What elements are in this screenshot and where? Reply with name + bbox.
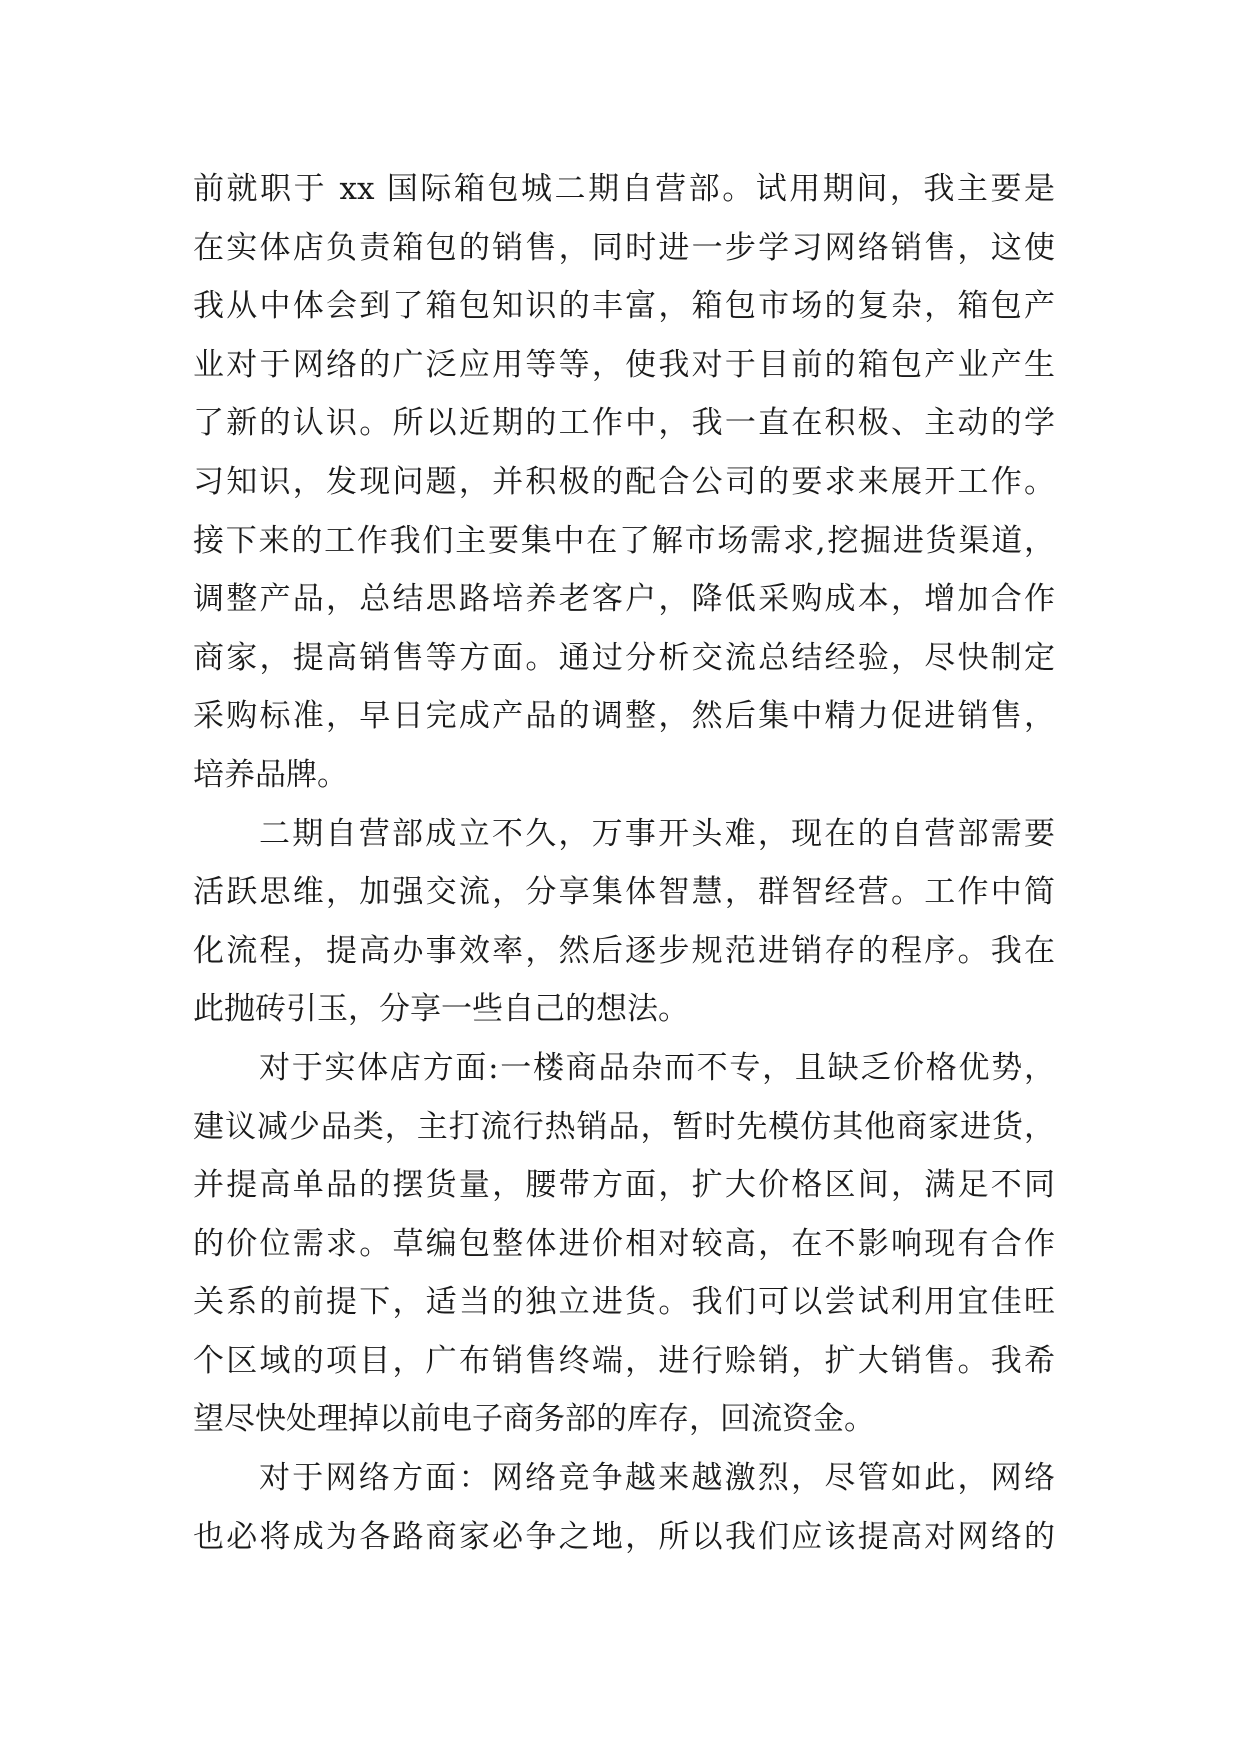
text-line: 对于实体店方面:一楼商品杂而不专，且缺乏价格优势， [259, 1049, 1055, 1086]
text-line: 在实体店负责箱包的销售，同时进一步学习网络销售，这使 [193, 229, 1055, 266]
text-line: 此抛砖引玉，分享一些自己的想法。 [193, 991, 689, 1028]
text-line: 习知识，发现问题，并积极的配合公司的要求来展开工作。 [193, 463, 1055, 500]
text-line: 对于网络方面：网络竞争越来越激烈，尽管如此，网络 [259, 1460, 1055, 1497]
text-line: 关系的前提下，适当的独立进货。我们可以尝试利用宜佳旺 [193, 1284, 1055, 1321]
text-line: 建议减少品类，主打流行热销品，暂时先模仿其他商家进货， [193, 1108, 1055, 1145]
text-line: 培养品牌。 [193, 756, 348, 793]
text-line: 个区域的项目，广布销售终端，进行赊销，扩大销售。我希 [193, 1342, 1055, 1379]
text-line: 采购标准，早日完成产品的调整，然后集中精力促进销售， [193, 698, 1055, 735]
text-line: 了新的认识。所以近期的工作中，我一直在积极、主动的学 [193, 405, 1055, 442]
text-line: 商家，提高销售等方面。通过分析交流总结经验，尽快制定 [193, 639, 1055, 676]
text-line: 并提高单品的摆货量，腰带方面，扩大价格区间，满足不同 [193, 1167, 1055, 1204]
text-line: 前就职于 xx 国际箱包城二期自营部。试用期间，我主要是 [193, 171, 1055, 207]
text-line: 调整产品，总结思路培养老客户，降低采购成本，增加合作 [193, 581, 1055, 618]
text-line: 接下来的工作我们主要集中在了解市场需求,挖掘进货渠道， [193, 522, 1055, 559]
body-text [193, 160, 1055, 1566]
text-line: 二期自营部成立不久，万事开头难，现在的自营部需要 [259, 815, 1055, 852]
text-line: 业对于网络的广泛应用等等，使我对于目前的箱包产业产生 [193, 346, 1055, 383]
text-line: 的价位需求。草编包整体进价相对较高，在不影响现有合作 [193, 1225, 1055, 1262]
text-line: 也必将成为各路商家必争之地，所以我们应该提高对网络的 [193, 1518, 1055, 1555]
text-line: 活跃思维，加强交流，分享集体智慧，群智经营。工作中简 [193, 874, 1055, 911]
text-line: 化流程，提高办事效率，然后逐步规范进销存的程序。我在 [193, 932, 1055, 969]
text-line: 望尽快处理掉以前电子商务部的库存，回流资金。 [193, 1401, 875, 1438]
text-line: 我从中体会到了箱包知识的丰富，箱包市场的复杂，箱包产 [193, 288, 1055, 325]
